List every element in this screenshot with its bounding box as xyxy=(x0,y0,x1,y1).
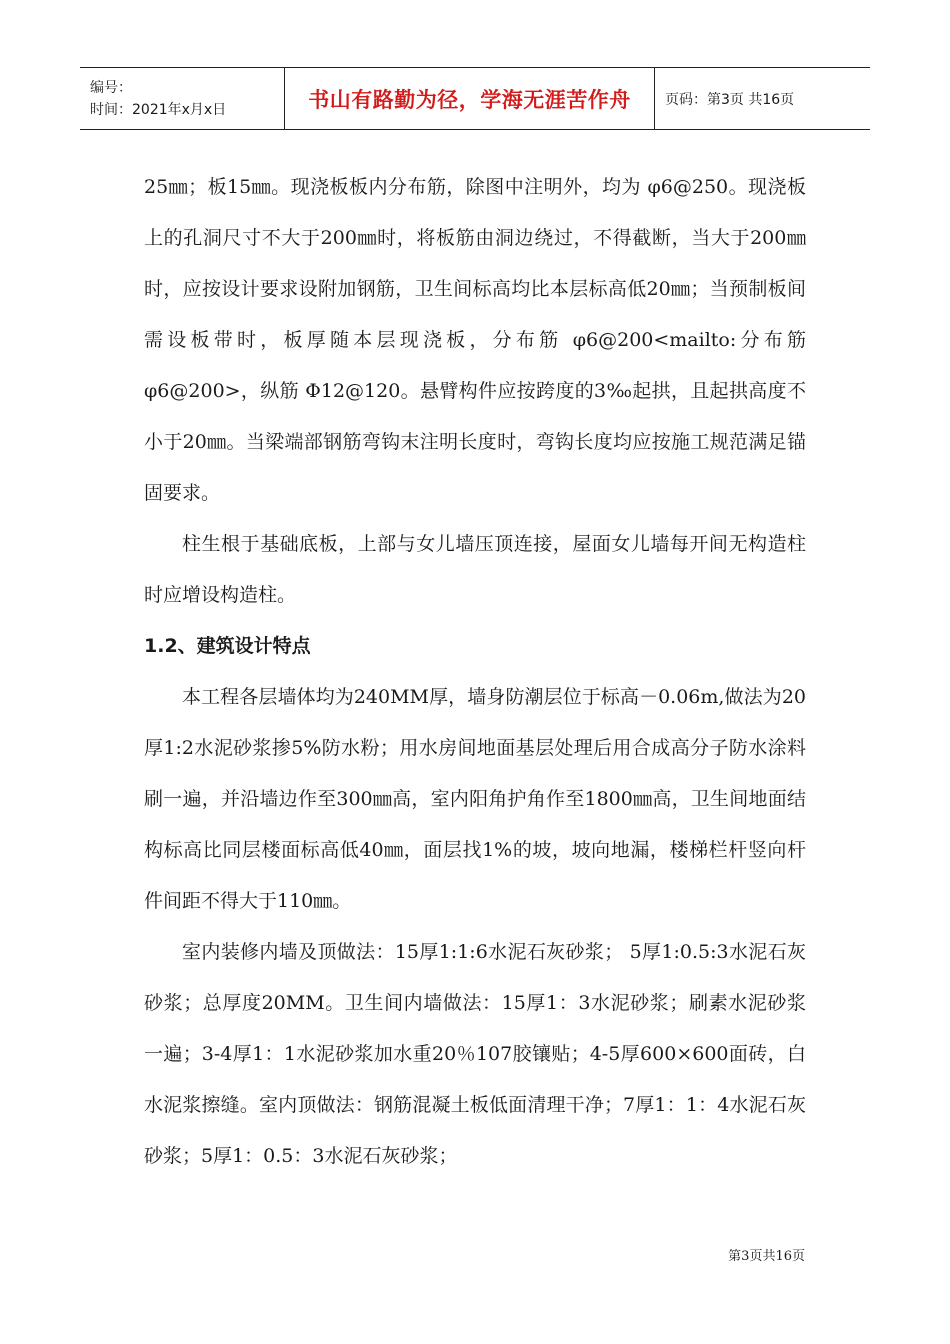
header-meta xyxy=(80,68,285,129)
paragraph-columns: 柱生根于基础底板，上部与女儿墙压顶连接，屋面女儿墙每开间无构造柱时应增设构造柱。 xyxy=(144,533,806,606)
paragraph-rebar: 25㎜；板15㎜。现浇板板内分布筋，除图中注明外，均为 φ6@250。现浇板上的孔洞尺寸不大于200㎜时，将板筋由洞边绕过，不得截断，当大于200㎜时，应按设计要求设附加钢筋，卫生间标高均比本层标高低20㎜；当预制板间需设板带时，板厚随本层现浇板，分布筋 φ6@200<mailto:分布筋 φ6@200>，纵筋 Φ12@120。悬臂构件应按跨度的3‰起拱，且起拱高度不小于20㎜。当梁端部钢筋弯钩末注明长度时，弯钩长度均应按施工规范满足锚固要求。 xyxy=(144,176,806,504)
section-heading: 1.2、建筑设计特点 xyxy=(144,635,311,657)
paragraph-finishes: 室内装修内墙及顶做法：15厚1:1:6水泥石灰砂浆； 5厚1:0.5:3水泥石灰砂浆；总厚度20MM。卫生间内墙做法：15厚1：3水泥砂浆；刷素水泥砂浆一遍；3-4厚1：1水泥砂浆加水重20％107胶镶贴；4-5厚600×600面砖，白水泥浆擦缝。室内顶做法：钢筋混凝土板低面清理干净；7厚1：1：4水泥石灰砂浆；5厚1：0.5：3水泥石灰砂浆； xyxy=(144,941,806,1167)
header-motto: 书山有路勤为径，学海无涯苦作舟 xyxy=(285,68,655,129)
document-body xyxy=(144,162,806,1182)
page-footer: 第3页共16页 xyxy=(728,1249,805,1264)
page-header xyxy=(80,67,870,130)
document-number-label: 编号： xyxy=(90,79,132,96)
paragraph-walls: 本工程各层墙体均为240MM厚，墙身防潮层位于标高－0.06m,做法为20厚1:2水泥砂浆掺5%防水粉；用水房间地面基层处理后用合成高分子防水涂料刷一遍，并沿墙边作至300㎜高，室内阳角护角作至1800㎜高，卫生间地面结构标高比同层楼面标高低40㎜，面层找1%的坡，坡向地漏，楼梯栏杆竖向杆件间距不得大于110㎜。 xyxy=(144,686,806,912)
header-page-info: 页码：第3页 共16页 xyxy=(665,91,795,108)
document-date: 时间：2021年x月x日 xyxy=(90,101,227,118)
